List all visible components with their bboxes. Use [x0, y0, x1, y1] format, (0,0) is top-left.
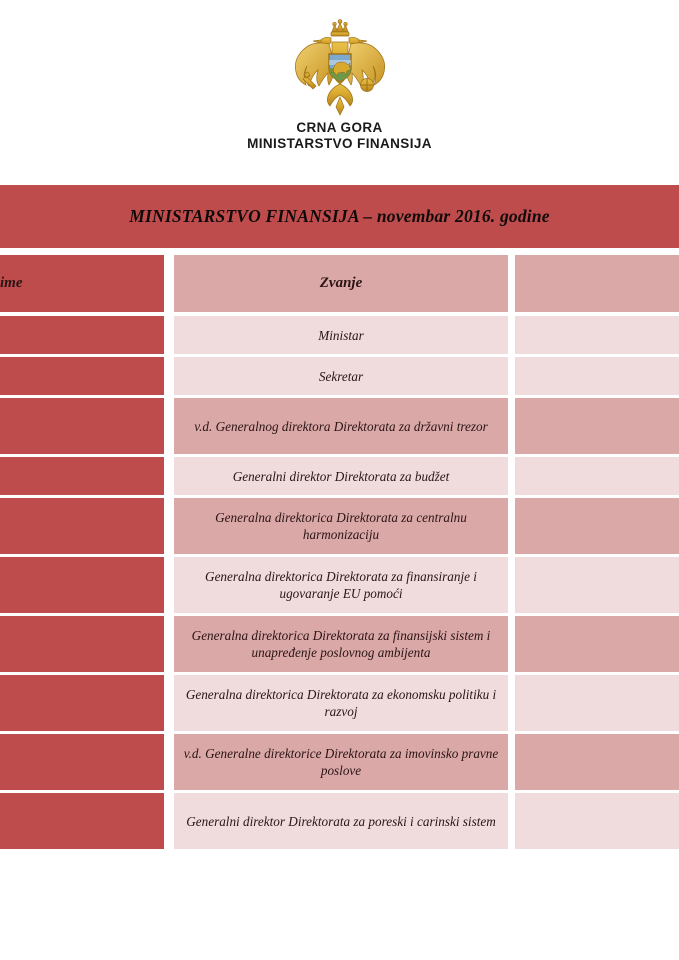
cell-title: Sekretar [174, 357, 508, 395]
cell-title: v.d. Generalne direktorice Direktorata za imovinsko pravne poslove [174, 734, 508, 790]
cell-name [0, 498, 164, 554]
cell-title: Generalna direktorica Direktorata za finansiranje i ugovaranje EU pomoći [174, 557, 508, 613]
cell-title: Generalna direktorica Direktorata za finansijski sistem i unapređenje poslovnog ambijenta [174, 616, 508, 672]
column-header-title: Zvanje [174, 255, 508, 312]
table-row [0, 398, 679, 454]
banner-title: MINISTARSTVO FINANSIJA – novembar 2016. godine [129, 206, 550, 226]
cell-extra [515, 734, 679, 790]
table-row [0, 498, 679, 554]
cell-extra [515, 398, 679, 454]
cell-title: Generalni direktor Direktorata za budžet [174, 457, 508, 495]
table-row [0, 457, 679, 495]
table-row [0, 793, 679, 849]
cell-extra [515, 457, 679, 495]
table-row [0, 616, 679, 672]
cell-name [0, 734, 164, 790]
table-row [0, 734, 679, 790]
table-row [0, 557, 679, 613]
cell-extra [515, 357, 679, 395]
ministry-name: MINISTARSTVO FINANSIJA [247, 135, 432, 151]
country-name: CRNA GORA [296, 120, 383, 135]
cell-name [0, 675, 164, 731]
montenegro-coat-of-arms-icon [284, 14, 396, 118]
masthead [0, 0, 679, 151]
column-header-extra [515, 255, 679, 312]
cell-name [0, 357, 164, 395]
column-header-name: ime [0, 255, 164, 312]
cell-name [0, 557, 164, 613]
cell-name [0, 316, 164, 354]
table-row [0, 675, 679, 731]
cell-title: Generalna direktorica Direktorata za ekonomsku politiku i razvoj [174, 675, 508, 731]
table-header-row [0, 255, 679, 312]
cell-extra [515, 616, 679, 672]
cell-name [0, 793, 164, 849]
cell-extra [515, 557, 679, 613]
title-banner [0, 185, 679, 248]
cell-title: Generalna direktorica Direktorata za centralnu harmonizaciju [174, 498, 508, 554]
cell-extra [515, 498, 679, 554]
organization-caption [0, 120, 679, 151]
cell-extra [515, 793, 679, 849]
cell-extra [515, 316, 679, 354]
cell-title: Generalni direktor Direktorata za poreski i carinski sistem [174, 793, 508, 849]
cell-extra [515, 675, 679, 731]
table-row [0, 357, 679, 395]
table-row [0, 316, 679, 354]
officials-table [0, 255, 679, 852]
cell-title: v.d. Generalnog direktora Direktorata za državni trezor [174, 398, 508, 454]
cell-name [0, 616, 164, 672]
cell-title: Ministar [174, 316, 508, 354]
cell-name [0, 457, 164, 495]
cell-name [0, 398, 164, 454]
